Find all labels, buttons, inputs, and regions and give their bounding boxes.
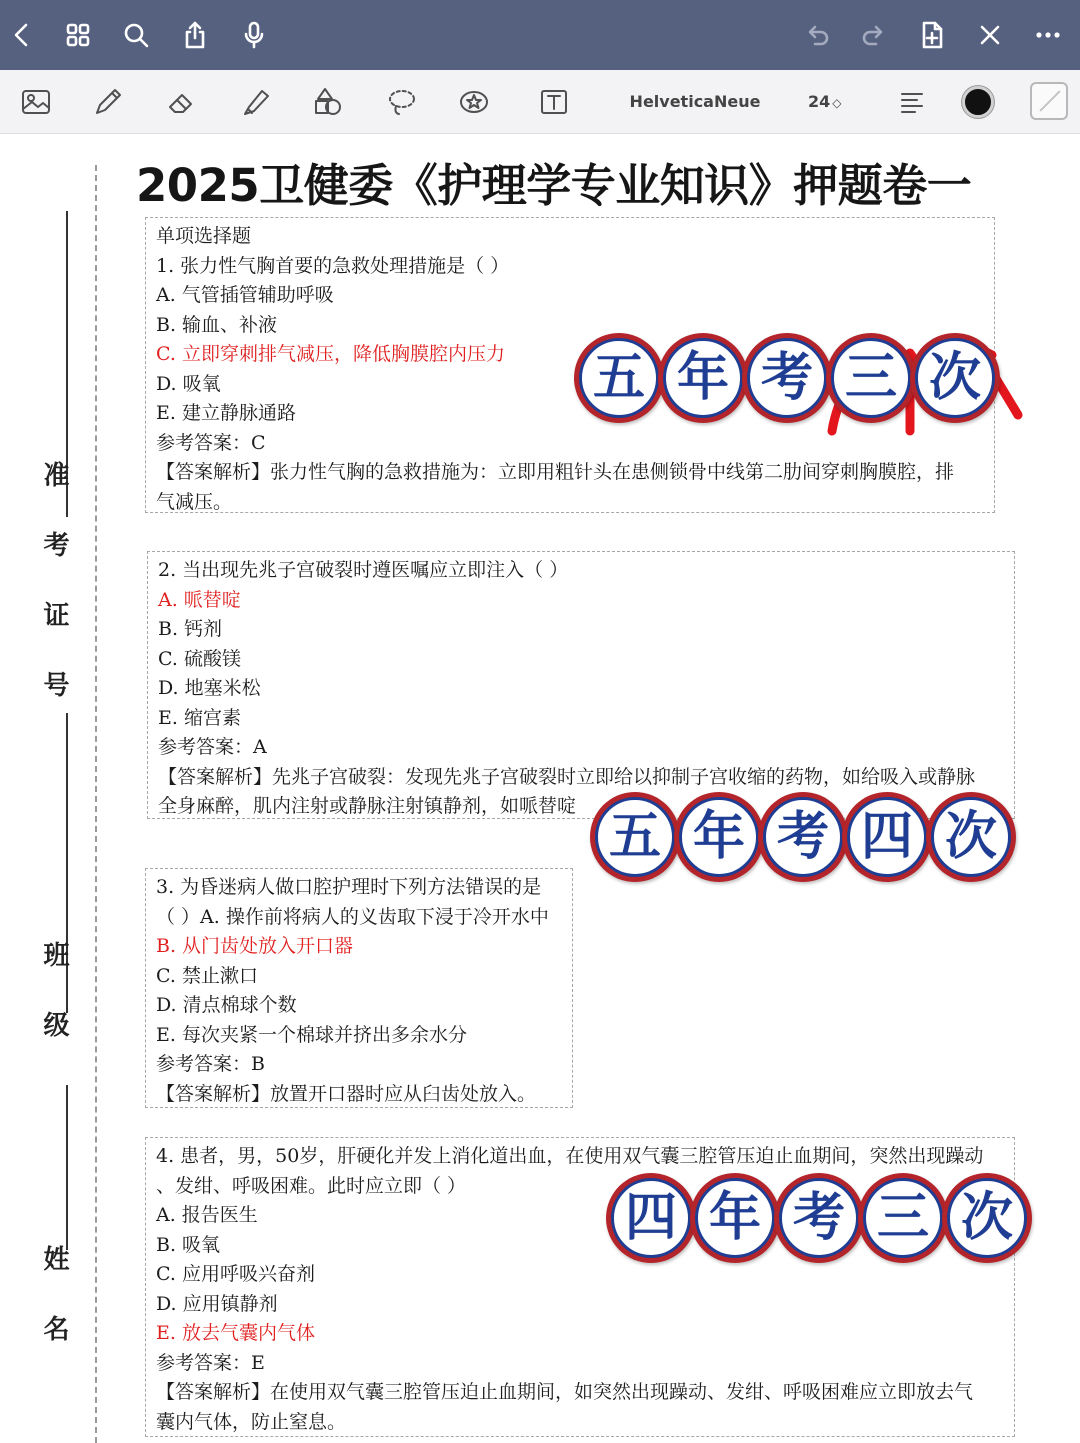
- question-line: 3. 为昏迷病人做口腔护理时下列方法错误的是: [156, 876, 542, 898]
- frequency-stamp-1: [574, 333, 994, 423]
- pen-icon[interactable]: [86, 80, 130, 124]
- grid-view-icon[interactable]: [58, 15, 98, 55]
- question-line: E. 缩宫素: [158, 706, 241, 729]
- stamp-character: 考: [747, 338, 827, 418]
- stamp-character: 年: [695, 1178, 775, 1258]
- stamp-character: 考: [763, 797, 843, 877]
- stamp-character: 四: [611, 1178, 691, 1258]
- sticker-icon[interactable]: [452, 80, 496, 124]
- stamp-seal: [690, 1173, 780, 1263]
- share-icon[interactable]: [175, 15, 215, 55]
- question-line: 参考答案：C: [156, 431, 266, 454]
- question-line: 全身麻醉，肌内注射或静脉注射镇静剂，如哌替啶: [158, 795, 577, 817]
- stamp-seal: [574, 333, 664, 423]
- question-line: 囊内气体，防止窒息。: [156, 1410, 347, 1433]
- question-line: C. 硫酸镁: [158, 647, 241, 670]
- drawing-toolbar: [0, 70, 1080, 134]
- search-icon[interactable]: [116, 15, 156, 55]
- stamp-character: 五: [579, 338, 659, 418]
- stamp-character: 三: [831, 338, 911, 418]
- lasso-icon[interactable]: [380, 80, 424, 124]
- stamp-seal: [606, 1173, 696, 1263]
- name-label: 姓名: [39, 1245, 69, 1385]
- name-underline: [66, 1085, 68, 1250]
- undo-icon[interactable]: [797, 15, 837, 55]
- highlighter-icon[interactable]: [234, 80, 278, 124]
- stamp-seal: [758, 792, 848, 882]
- question-line: B. 钙剂: [158, 618, 223, 640]
- stamp-character: 年: [663, 338, 743, 418]
- image-insert-icon[interactable]: [14, 80, 58, 124]
- question-card-3: [145, 868, 573, 1108]
- add-page-icon[interactable]: [912, 15, 952, 55]
- stamp-seal: [674, 792, 764, 882]
- question-line: D. 清点棉球个数: [156, 994, 297, 1016]
- eraser-icon[interactable]: [160, 80, 204, 124]
- correct-answer-option: E. 放去气囊内气体: [156, 1322, 315, 1344]
- stamp-seal: [910, 333, 1000, 423]
- microphone-icon[interactable]: [234, 15, 274, 55]
- stamp-seal: [590, 792, 680, 882]
- text-tool-icon[interactable]: [532, 80, 576, 124]
- stamp-character: 年: [679, 797, 759, 877]
- more-options-icon[interactable]: [1028, 15, 1068, 55]
- correct-answer-option: C. 立即穿刺排气减压，降低胸膜腔内压力: [156, 343, 505, 365]
- question-line: D. 吸氧: [156, 372, 221, 395]
- question-line: 单项选择题: [156, 225, 252, 247]
- stamp-seal: [774, 1173, 864, 1263]
- frequency-stamp-2: [590, 792, 1010, 882]
- font-size-value: 24: [808, 92, 831, 111]
- question-line: 1. 张力性气胸首要的急救处理措施是（ ）: [156, 254, 510, 277]
- background-color-swatch[interactable]: [1030, 82, 1068, 120]
- question-line: A. 报告医生: [156, 1204, 258, 1226]
- frequency-stamp-4: [606, 1173, 1026, 1263]
- stamp-character: 考: [779, 1178, 859, 1258]
- stepper-chevron-icon: ◇: [832, 96, 842, 110]
- question-line: C. 应用呼吸兴奋剂: [156, 1263, 315, 1285]
- align-text-icon[interactable]: [890, 80, 934, 124]
- question-line: B. 吸氧: [156, 1233, 221, 1256]
- shapes-icon[interactable]: [306, 80, 350, 124]
- stamp-seal: [742, 333, 832, 423]
- correct-answer-option: A. 哌替啶: [158, 588, 241, 611]
- font-size-stepper[interactable]: [808, 90, 868, 114]
- question-line: 2. 当出现先兆子宫破裂时遵医嘱应立即注入（ ）: [158, 559, 569, 581]
- question-line: 【答案解析】张力性气胸的急救措施为：立即用粗针头在患侧锁骨中线第二肋间穿刺胸膜腔，排: [156, 461, 955, 483]
- question-line: C. 禁止漱口: [156, 964, 258, 987]
- correct-answer-option: B. 从门齿处放入开口器: [156, 935, 354, 957]
- question-line: 参考答案：A: [158, 736, 267, 758]
- question-line: （ ）A. 操作前将病人的义齿取下浸于冷开水中: [156, 905, 549, 928]
- close-icon[interactable]: [970, 15, 1010, 55]
- question-line: 【答案解析】先兆子宫破裂：发现先兆子宫破裂时立即给以抑制子宫收缩的药物，如给吸入或静脉: [158, 765, 976, 788]
- stamp-character: 次: [931, 797, 1011, 877]
- question-card-2: [147, 551, 1015, 819]
- stamp-character: 次: [947, 1178, 1027, 1258]
- document-page: [0, 135, 1080, 1443]
- class-label: 班级: [39, 941, 69, 1081]
- question-line: 参考答案：E: [156, 1351, 265, 1374]
- question-line: E. 建立静脉通路: [156, 402, 296, 424]
- ink-color-picker[interactable]: [962, 86, 994, 118]
- stamp-seal: [942, 1173, 1032, 1263]
- redo-icon[interactable]: [854, 15, 894, 55]
- stamp-character: 三: [863, 1178, 943, 1258]
- stamp-character: 五: [595, 797, 675, 877]
- question-line: B. 输血、补液: [156, 313, 278, 336]
- question-line: D. 地塞米松: [158, 677, 261, 699]
- stamp-seal: [826, 333, 916, 423]
- question-line: 【答案解析】放置开口器时应从臼齿处放入。: [156, 1082, 537, 1105]
- binding-dashed-line: [95, 165, 97, 1443]
- exam-id-label: 准考证号: [39, 461, 69, 741]
- stamp-character: 四: [847, 797, 927, 877]
- document-title: 2025卫健委《护理学专业知识》押题卷一: [136, 159, 972, 212]
- stamp-seal: [842, 792, 932, 882]
- question-line: E. 每次夹紧一个棉球并挤出多余水分: [156, 1023, 467, 1046]
- question-line: 4. 患者，男，50岁，肝硬化并发上消化道出血，在使用双气囊三腔管压迫止血期间，突然出现躁动: [156, 1145, 984, 1167]
- stamp-seal: [858, 1173, 948, 1263]
- question-line: 参考答案：B: [156, 1053, 265, 1075]
- question-line: 【答案解析】在使用双气囊三腔管压迫止血期间，如突然出现躁动、发绀、呼吸困难应立即放去气: [156, 1381, 974, 1403]
- question-line: 、发绀、呼吸困难。此时应立即（ ）: [156, 1174, 467, 1197]
- font-family-selector[interactable]: HelveticaNeue: [629, 92, 761, 111]
- question-line: D. 应用镇静剂: [156, 1292, 278, 1315]
- stamp-character: 次: [915, 338, 995, 418]
- question-line: 气减压。: [156, 490, 233, 513]
- stamp-seal: [658, 333, 748, 423]
- top-navigation-bar: [0, 0, 1080, 70]
- stamp-seal: [926, 792, 1016, 882]
- question-line: A. 气管插管辅助呼吸: [156, 284, 334, 306]
- back-icon[interactable]: [2, 15, 42, 55]
